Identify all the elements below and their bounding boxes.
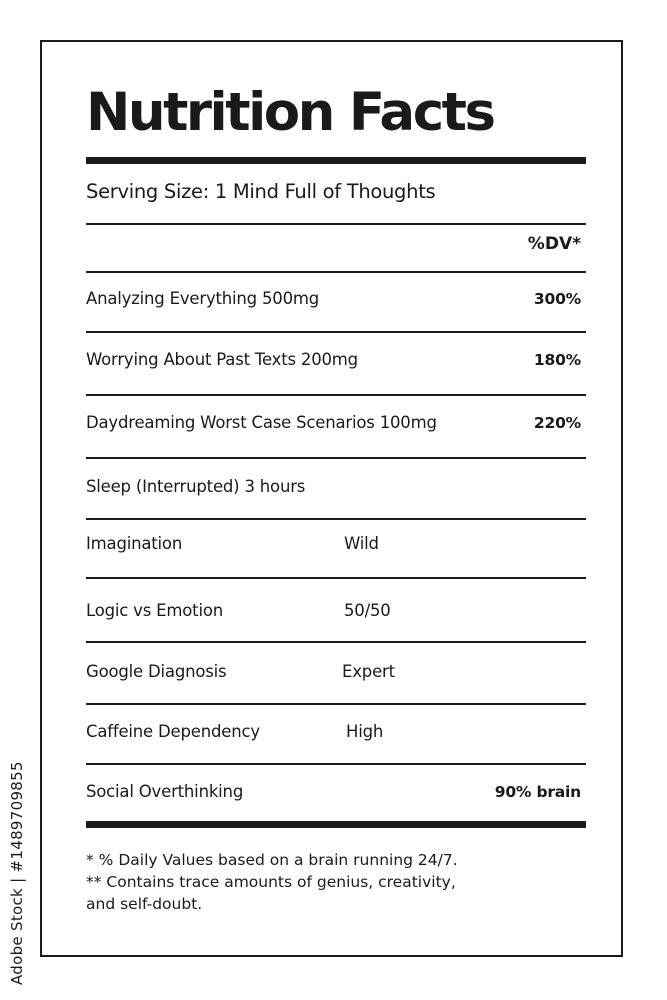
row-label: Imagination	[86, 534, 183, 553]
divider	[86, 703, 586, 705]
footnote-line: ** Contains trace amounts of genius, creativity,	[86, 873, 456, 891]
daily-value-header: %DV*	[527, 234, 581, 254]
row-label: Social Overthinking	[86, 782, 244, 801]
row-value: 50/50	[344, 601, 391, 620]
row-value: Expert	[342, 662, 395, 681]
divider	[86, 763, 586, 765]
label-title: Nutrition Facts	[86, 82, 494, 143]
row-label: Google Diagnosis	[86, 662, 227, 681]
divider	[86, 577, 586, 579]
row-value: High	[346, 722, 384, 741]
row-label: Caffeine Dependency	[86, 722, 260, 741]
row-label: Sleep (Interrupted) 3 hours	[86, 477, 306, 496]
row-percent: 300%	[533, 290, 581, 308]
divider	[86, 394, 586, 396]
title-divider	[86, 157, 586, 164]
stock-watermark: Adobe Stock | #1489709855	[8, 761, 26, 985]
divider	[86, 641, 586, 643]
row-percent: 220%	[533, 414, 581, 432]
footnote-line: and self-doubt.	[86, 895, 203, 913]
divider	[86, 271, 586, 273]
row-label: Analyzing Everything 500mg	[86, 289, 320, 308]
row-percent: 180%	[533, 351, 581, 369]
nutrition-label	[40, 40, 623, 957]
row-percent: 90% brain	[494, 783, 581, 801]
divider	[86, 518, 586, 520]
serving-size: Serving Size: 1 Mind Full of Thoughts	[86, 180, 436, 203]
row-label: Daydreaming Worst Case Scenarios 100mg	[86, 413, 437, 432]
row-label: Worrying About Past Texts 200mg	[86, 350, 358, 369]
row-label: Logic vs Emotion	[86, 601, 223, 620]
bottom-divider	[86, 821, 586, 828]
divider	[86, 457, 586, 459]
divider	[86, 223, 586, 225]
row-value: Wild	[344, 534, 379, 553]
footnote-line: * % Daily Values based on a brain running 24/7.	[86, 851, 458, 869]
divider	[86, 331, 586, 333]
footnotes	[86, 849, 458, 915]
